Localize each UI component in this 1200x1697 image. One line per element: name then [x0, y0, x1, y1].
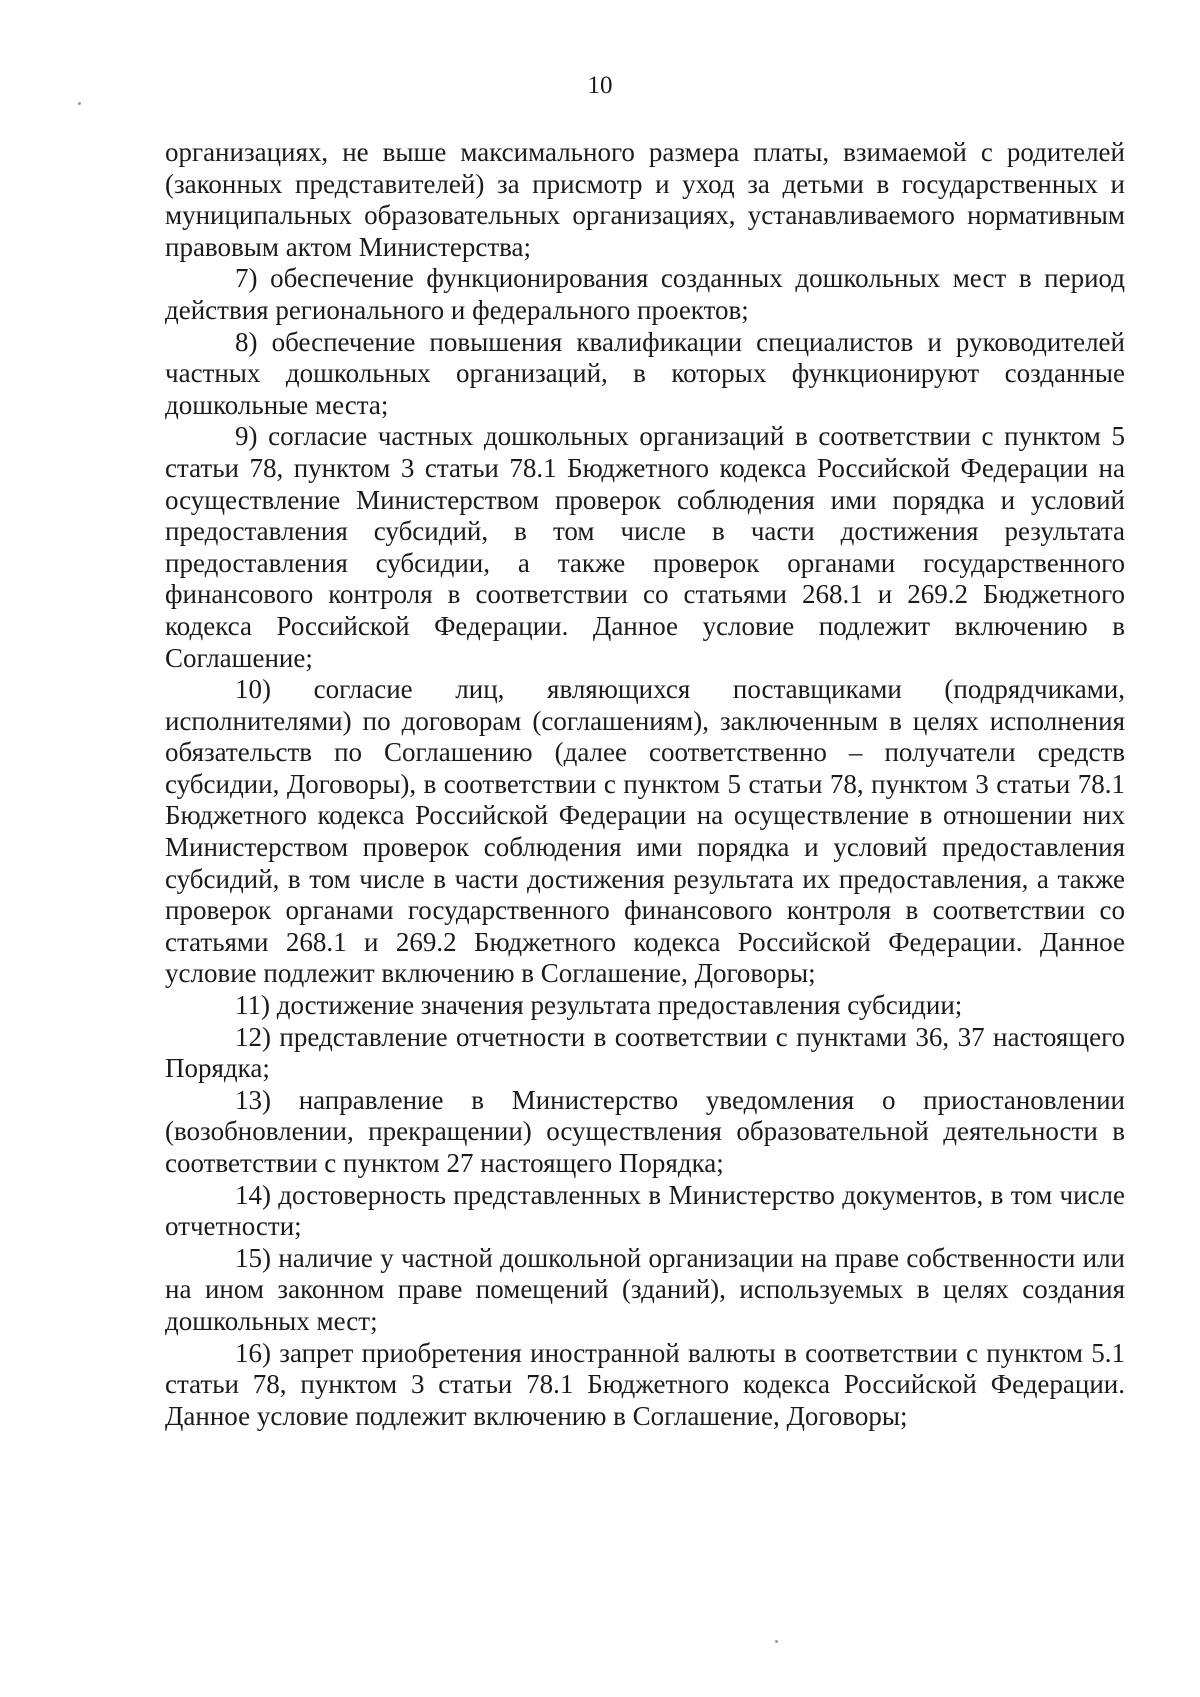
list-item-15: 15) наличие у частной дошкольной организации на праве собственности или на ином законном праве помещений (зданий), используемых в целях создания дошкольных мест;: [165, 1242, 1125, 1336]
list-item-8: 8) обеспечение повышения квалификации специалистов и руководителей частных дошкольных организаций, в которых функционируют созданные дошкольные места;: [165, 326, 1125, 420]
paragraph-continuation: организациях, не выше максимального размера платы, взимаемой с родителей (законных представителей) за присмотр и уход за детьми в государственных и муниципальных образовательных организациях, устанавливаемого нормативным правовым актом Министерства;: [165, 137, 1125, 262]
list-item-14: 14) достоверность представленных в Министерство документов, в том числе отчетности;: [165, 1179, 1125, 1242]
document-body: [165, 137, 1125, 1432]
list-item-16: 16) запрет приобретения иностранной валюты в соответствии с пунктом 5.1 статьи 78, пунктом 3 статьи 78.1 Бюджетного кодекса Российской Федерации. Данное условие подлежит включению в Соглашение, Договоры;: [165, 1337, 1125, 1431]
scan-speck: [775, 1640, 778, 1643]
list-item-13: 13) направление в Министерство уведомления о приостановлении (возобновлении, прекращении) осуществления образовательной деятельности в соответствии с пунктом 27 настоящего Порядка;: [165, 1084, 1125, 1178]
page-number: 10: [587, 72, 613, 99]
list-item-10: 10) согласие лиц, являющихся поставщиками (подрядчиками, исполнителями) по договорам (соглашениям), заключенным в целях исполнения обязательств по Соглашению (далее соответственно – получатели средств субсидии, Договоры), в соответствии с пунктом 5 статьи 78, пунктом 3 статьи 78.1 Бюджетного кодекса Российской Федерации на осуществление в отношении них Министерством проверок соблюдения ими порядка и условий предоставления субсидий, в том числе в части достижения результата их предоставления, а также проверок органами государственного финансового контроля в соответствии со статьями 268.1 и 269.2 Бюджетного кодекса Российской Федерации. Данное условие подлежит включению в Соглашение, Договоры;: [165, 674, 1125, 989]
list-item-9: 9) согласие частных дошкольных организаций в соответствии с пунктом 5 статьи 78, пунктом 3 статьи 78.1 Бюджетного кодекса Российской Федерации на осуществление Министерством проверок соблюдения ими порядка и условий предоставления субсидий, в том числе в части достижения результата предоставления субсидии, а также проверок органами государственного финансового контроля в соответствии со статьями 268.1 и 269.2 Бюджетного кодекса Российской Федерации. Данное условие подлежит включению в Соглашение;: [165, 421, 1125, 673]
scan-speck: [78, 102, 81, 105]
list-item-12: 12) представление отчетности в соответствии с пунктами 36, 37 настоящего Порядка;: [165, 1021, 1125, 1084]
list-item-7: 7) обеспечение функционирования созданных дошкольных мест в период действия регионального и федерального проектов;: [165, 263, 1125, 325]
list-item-11: 11) достижение значения результата предоставления субсидии;: [235, 990, 963, 1021]
